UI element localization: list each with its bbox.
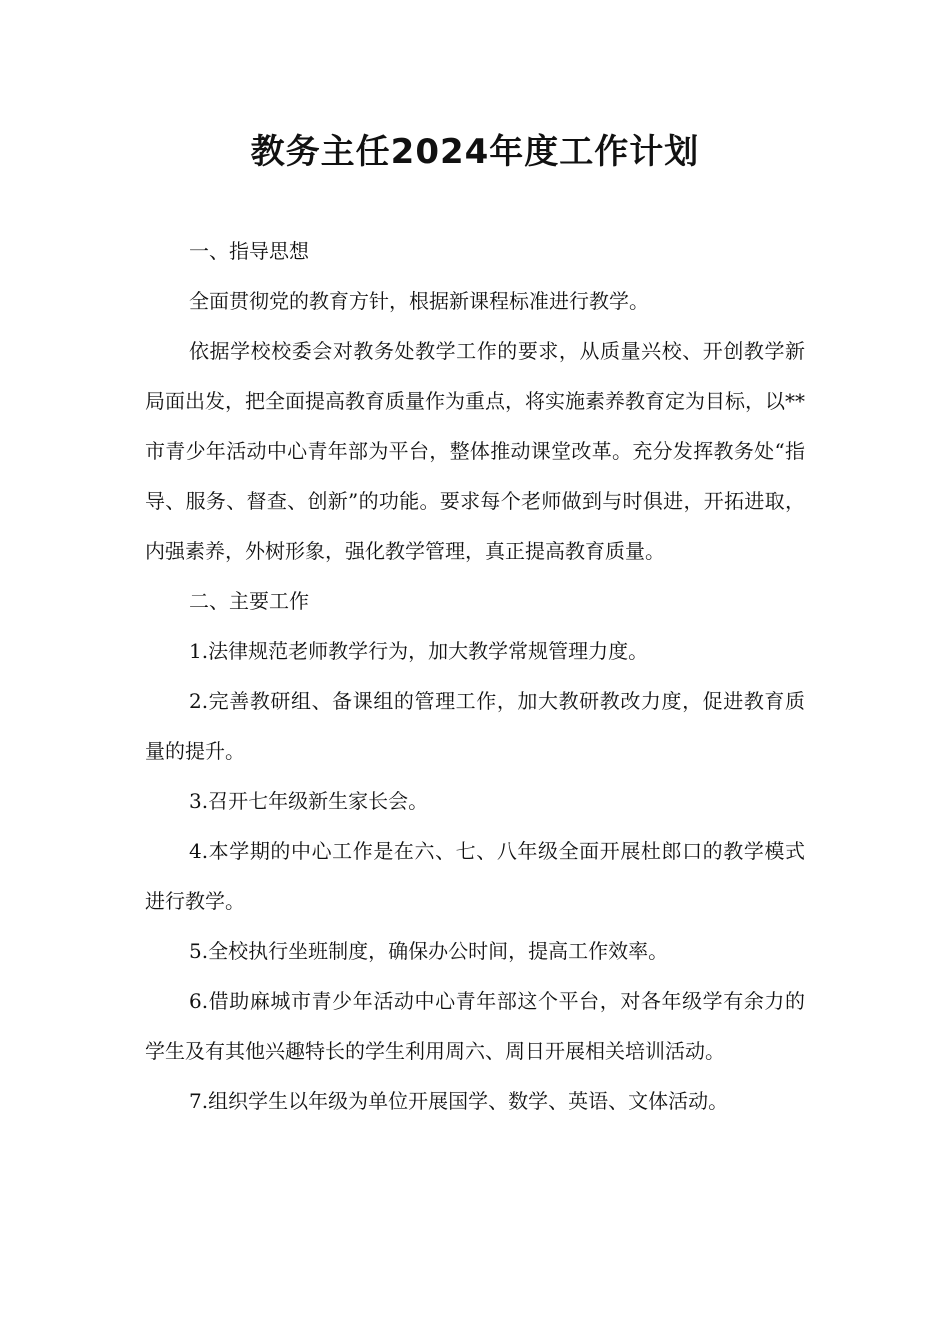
list-item-1: 1.法律规范老师教学行为，加大教学常规管理力度。 bbox=[189, 639, 649, 663]
list-item-3: 3.召开七年级新生家长会。 bbox=[189, 789, 429, 813]
paragraph-education-policy: 全面贯彻党的教育方针，根据新课程标准进行教学。 bbox=[189, 289, 649, 313]
document-title: 教务主任2024年度工作计划 bbox=[250, 132, 700, 172]
list-item-7: 7.组织学生以年级为单位开展国学、数学、英语、文体活动。 bbox=[189, 1089, 729, 1113]
section-heading-main-work: 二、主要工作 bbox=[189, 589, 309, 613]
document-body bbox=[145, 226, 805, 1126]
list-item-6: 6.借助麻城市青少年活动中心青年部这个平台，对各年级学有余力的学生及有其他兴趣特长的学生利用周六、周日开展相关培训活动。 bbox=[145, 989, 805, 1063]
paragraph-requirements: 依据学校校委会对教务处教学工作的要求，从质量兴校、开创教学新局面出发，把全面提高教育质量作为重点，将实施素养教育定为目标，以**市青少年活动中心青年部为平台，整体推动课堂改革。充分发挥教务处“指导、服务、督查、创新”的功能。要求每个老师做到与时俱进，开拓进取，内强素养，外树形象，强化教学管理，真正提高教育质量。 bbox=[145, 339, 805, 563]
list-item-2: 2.完善教研组、备课组的管理工作，加大教研教改力度，促进教育质量的提升。 bbox=[145, 689, 805, 763]
list-item-4: 4.本学期的中心工作是在六、七、八年级全面开展杜郎口的教学模式进行教学。 bbox=[145, 839, 805, 913]
section-heading-guiding-ideology: 一、指导思想 bbox=[189, 239, 309, 263]
list-item-5: 5.全校执行坐班制度，确保办公时间，提高工作效率。 bbox=[189, 939, 669, 963]
